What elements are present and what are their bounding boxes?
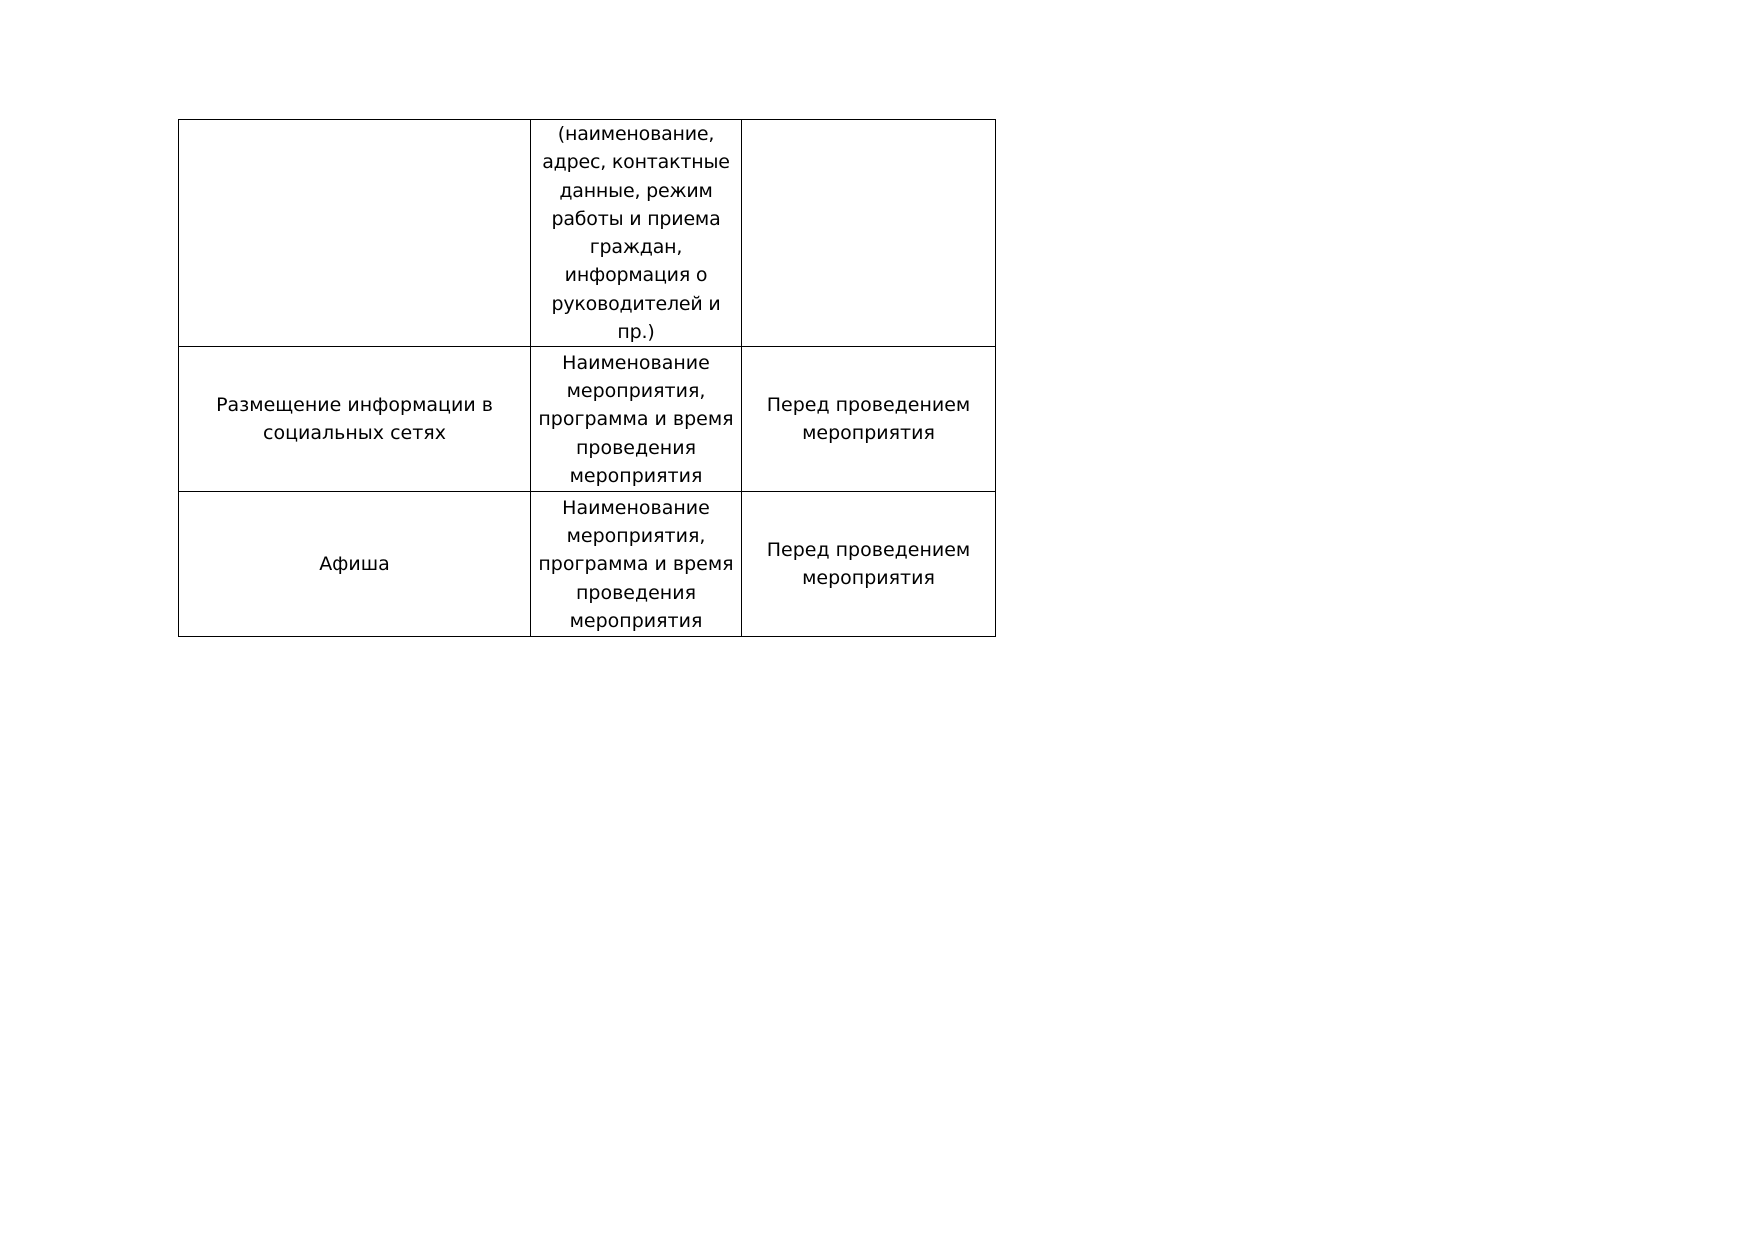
content-text: Наименование мероприятия, программа и время проведения мероприятия <box>538 351 734 487</box>
timing-text: Перед проведением мероприятия <box>766 394 971 445</box>
timing-cell <box>742 347 996 492</box>
timing-cell <box>742 492 996 637</box>
table-row <box>179 120 996 347</box>
timing-cell <box>742 120 996 347</box>
content-text: (наименование, адрес, контактные данные, режим работы и приема граждан, информация о руководителей и пр.) <box>542 123 730 344</box>
info-table <box>178 119 996 637</box>
table-row <box>179 347 996 492</box>
content-cell <box>531 347 742 492</box>
channel-cell <box>179 120 531 347</box>
content-text: Наименование мероприятия, программа и время проведения мероприятия <box>538 496 734 632</box>
channel-text: Размещение информации в социальных сетях <box>216 394 493 445</box>
content-cell <box>531 492 742 637</box>
timing-text: Перед проведением мероприятия <box>766 539 971 590</box>
channel-text: Афиша <box>319 553 390 576</box>
channel-cell <box>179 347 531 492</box>
channel-cell <box>179 492 531 637</box>
table-row <box>179 492 996 637</box>
content-cell <box>531 120 742 347</box>
